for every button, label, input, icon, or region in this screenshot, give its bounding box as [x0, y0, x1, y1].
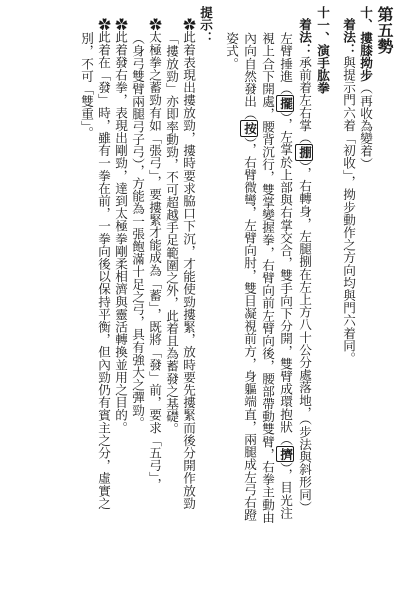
column-gap	[214, 6, 222, 7]
section-10-heading-note: （再收為變着）	[358, 81, 373, 170]
tishi-item-3-text: 此着發右拳，表現出剛勁，達到太極拳剛柔相濟與靈活轉換並用之目的。	[113, 30, 128, 434]
section-11-zhuofa-line-1-post: ，右轉身，左腿捌在左上方八十公分處落地，	[297, 166, 312, 419]
tishi-item-2-text: 太極拳之蓄勁有如「張弓」，要摟緊才能成為「蓄」，既將「發」前，要求「五弓」，	[147, 30, 162, 491]
section-10-zhuofa-text: 與提示門六着「初收」，拗步動作之方向均與門六着同。	[341, 55, 356, 365]
section-11-heading: 十一、演手肱拳	[315, 6, 330, 95]
tishi-item-1-text: 此着表現出摟放勁，摟時要求脇口下沉，才能使勁摟緊，放時要先摟緊而後分開作放勁	[181, 30, 196, 510]
section-11-zhuofa-line-2-mid: ，左掌於上部與右掌交合，雙手向下分開，雙臂成環抱狀	[278, 117, 293, 433]
section-10-zhuofa-label: 着法：	[341, 18, 356, 56]
section-11-zhuofa-line-1-pre: 承前着左右掌	[297, 55, 312, 132]
tishi-item-2-line-1	[146, 6, 162, 491]
tishi-item-1-line-2: 「摟放勁」亦即率動勁，不可超越手足範圍之外，此着且為蓄發之基礎。	[164, 32, 179, 436]
section-11-zhuofa-label: 着法：	[297, 18, 312, 56]
jin-marker-peng: 掤	[297, 146, 312, 159]
jin-marker-lu: 擺	[278, 97, 293, 110]
section-11-zhuofa-line-4-post: ，右臂微彎，左臂向肘，雙目凝視前方，身軀端直，兩腿成左弓右蹬	[242, 143, 257, 522]
column-gap	[331, 6, 339, 7]
flower-bullet-icon: ✿	[181, 18, 196, 31]
section-10-heading	[357, 6, 373, 170]
tishi-item-4-line-1	[95, 6, 111, 509]
flower-bullet-icon: ✿	[96, 18, 111, 31]
section-11-zhuofa-line-1-note: （步法與斜形同）	[297, 418, 312, 514]
section-11-zhuofa-line-3: 視上合下開處，腰背沉行，雙掌變握拳，右臂向前左臂向後，腰部帶動雙臂，右拳主動由	[260, 32, 275, 524]
section-11-zhuofa-line-2-pre: 左臂捶進	[278, 32, 293, 83]
tishi-label: 提示：	[198, 6, 213, 44]
section-11-zhuofa-line-4: 內向自然發出（按），右臂微彎，左臂向肘，雙目凝視前方，身軀端直，兩腿成左弓右蹬	[242, 32, 257, 522]
tishi-item-4-line-2: 別，不可「雙重」。	[79, 32, 94, 140]
jin-marker-ji: 擠	[278, 447, 293, 461]
section-11-zhuofa-line-2-post: ，目光注	[278, 468, 293, 519]
flower-bullet-icon: ✿	[113, 18, 128, 31]
section-10-heading-text: 十、摟膝拗步	[358, 6, 373, 82]
section-11-zhuofa-line-1: 着法：承前着左右掌（掤），右轉身，左腿捌在左上方八十公分處落地，（步法與斜形同）	[297, 18, 312, 514]
chapter-title: 第五勢	[375, 6, 394, 54]
tishi-item-3-line-1	[112, 6, 128, 434]
tishi-item-1-line-1	[180, 6, 196, 509]
section-10-zhuofa	[340, 6, 356, 365]
section-11-zhuofa-line-5: 姿式。	[224, 32, 239, 70]
flower-bullet-icon: ✿	[147, 18, 162, 31]
section-11-zhuofa-line-4-pre: 內向自然發出	[242, 32, 257, 108]
tishi-item-4-text: 此着在「發」時，雖有一拳在前，一拳向後以保持平衡，但內勁仍有賓主之分，虛實之	[96, 30, 111, 510]
tishi-item-2-line-2: （身弓雙臂兩腿弓子弓），方能為一張飽滿十足之弓，具有強大之彈勁。	[130, 32, 145, 429]
section-11-zhuofa-line-2: 左臂捶進（擺），左掌於上部與右掌交合，雙手向下分開，雙臂成環抱狀（擠），目光注	[278, 32, 293, 519]
jin-marker-an: 按	[242, 122, 257, 135]
